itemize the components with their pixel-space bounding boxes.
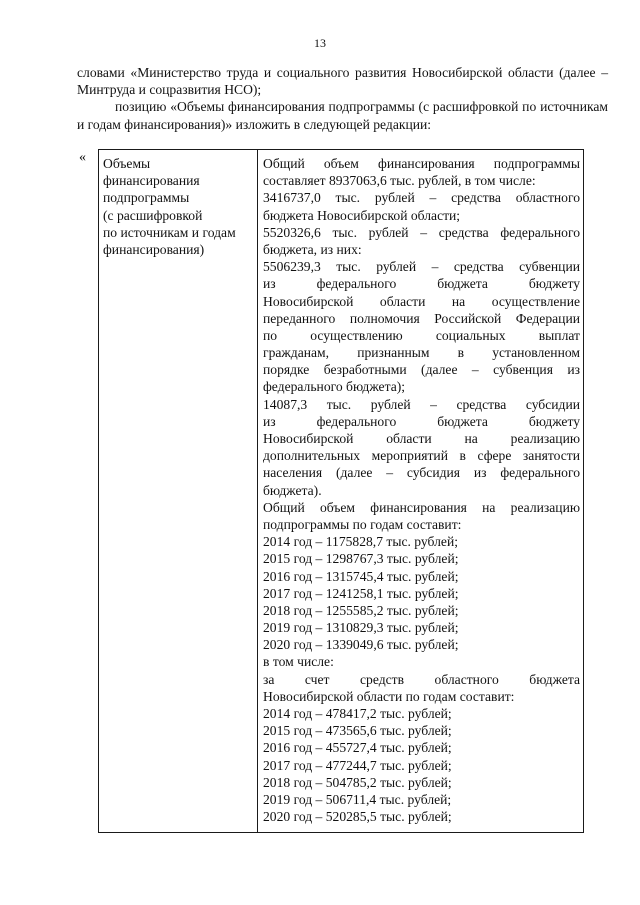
right-cell-line: 5506239,3 тыс. рублей – средства субвенции: [263, 259, 580, 275]
right-cell-line: 2019 год – 1310829,3 тыс. рублей;: [263, 620, 459, 636]
left-cell-line: по источникам и годам: [103, 224, 236, 240]
right-cell-line: бюджета Новосибирской области;: [263, 207, 461, 223]
right-cell-line: 3416737,0 тыс. рублей – средства областного: [263, 190, 580, 206]
right-cell-line: 2015 год – 1298767,3 тыс. рублей;: [263, 551, 459, 567]
right-cell-line: 2020 год – 520285,5 тыс. рублей;: [263, 809, 452, 825]
right-cell-line: 2014 год – 478417,2 тыс. рублей;: [263, 706, 452, 721]
right-cell-line: из федерального бюджета бюджету: [263, 413, 580, 429]
right-cell-line: 2016 год – 455727,4 тыс. рублей;: [263, 740, 452, 756]
right-cell-line: 2020 год – 1339049,6 тыс. рублей;: [263, 637, 459, 653]
right-cell-line: из федерального бюджета бюджету: [263, 276, 580, 292]
intro-paragraph-2: позицию «Объемы финансирования подпрограммы (с расшифровкой по источникам и годам финансирования)» изложить в следующей редакции:: [77, 99, 608, 132]
right-cell-line: бюджета).: [263, 482, 322, 498]
right-cell-line: 2017 год – 477244,7 тыс. рублей;: [263, 757, 452, 773]
left-cell-line: Объемы: [103, 156, 151, 171]
intro-text: [77, 64, 608, 133]
right-cell-line: порядке безработными (далее – субвенция из: [263, 362, 580, 378]
right-cell-line: 2016 год – 1315745,4 тыс. рублей;: [263, 568, 459, 584]
financing-table: [98, 149, 584, 833]
right-cell-line: Общий объем финансирования на реализацию: [263, 499, 580, 515]
position-name-cell: [103, 155, 253, 258]
intro-paragraph-1: словами «Министерство труда и социального развития Новосибирской области (далее – Минтруда и соцразвития НСО);: [77, 65, 608, 98]
right-cell-line: за счет средств областного бюджета: [263, 671, 580, 687]
right-cell-line: 2019 год – 506711,4 тыс. рублей;: [263, 791, 452, 807]
right-cell-line: по осуществлению социальных выплат: [263, 327, 580, 343]
right-cell-line: 2015 год – 473565,6 тыс. рублей;: [263, 723, 452, 739]
right-cell-line: Новосибирской области на реализацию: [263, 431, 580, 446]
right-cell-line: подпрограммы по годам составит:: [263, 516, 462, 532]
right-cell-line: населения (далее – субсидия из федерального: [263, 465, 580, 481]
right-cell-line: 14087,3 тыс. рублей – средства субсидии: [263, 396, 580, 412]
opening-quote-mark: «: [79, 150, 86, 165]
column-divider: [257, 150, 258, 832]
left-cell-line: (с расшифровкой: [103, 207, 203, 223]
right-cell-line: 2014 год – 1175828,7 тыс. рублей;: [263, 534, 458, 550]
right-cell-line: 2017 год – 1241258,1 тыс. рублей;: [263, 585, 459, 601]
right-cell-line: переданного полномочия Российской Федерации: [263, 310, 580, 326]
right-cell-line: Общий объем финансирования подпрограммы: [263, 156, 580, 171]
left-cell-line: финансирования: [103, 173, 200, 189]
right-cell-line: федерального бюджета);: [263, 379, 406, 395]
right-cell-line: 2018 год – 1255585,2 тыс. рублей;: [263, 602, 459, 618]
right-cell-line: в том числе:: [263, 654, 334, 670]
left-cell-line: финансирования): [103, 242, 205, 258]
right-cell-line: 2018 год – 504785,2 тыс. рублей;: [263, 774, 452, 790]
right-cell-line: составляет 8937063,6 тыс. рублей, в том числе:: [263, 173, 536, 189]
right-cell-line: Новосибирской области по годам составит:: [263, 688, 515, 704]
right-cell-line: бюджета, из них:: [263, 241, 362, 257]
page-number: 13: [314, 36, 326, 50]
right-cell-line: Новосибирской области на осуществление: [263, 293, 580, 309]
right-cell-line: 5520326,6 тыс. рублей – средства федерального: [263, 224, 580, 240]
left-cell-line: подпрограммы: [103, 190, 190, 206]
right-cell-line: гражданам, признанным в установленном: [263, 345, 580, 361]
right-cell-line: дополнительных мероприятий в сфере занятости: [263, 448, 580, 464]
position-content-cell: [263, 155, 580, 825]
